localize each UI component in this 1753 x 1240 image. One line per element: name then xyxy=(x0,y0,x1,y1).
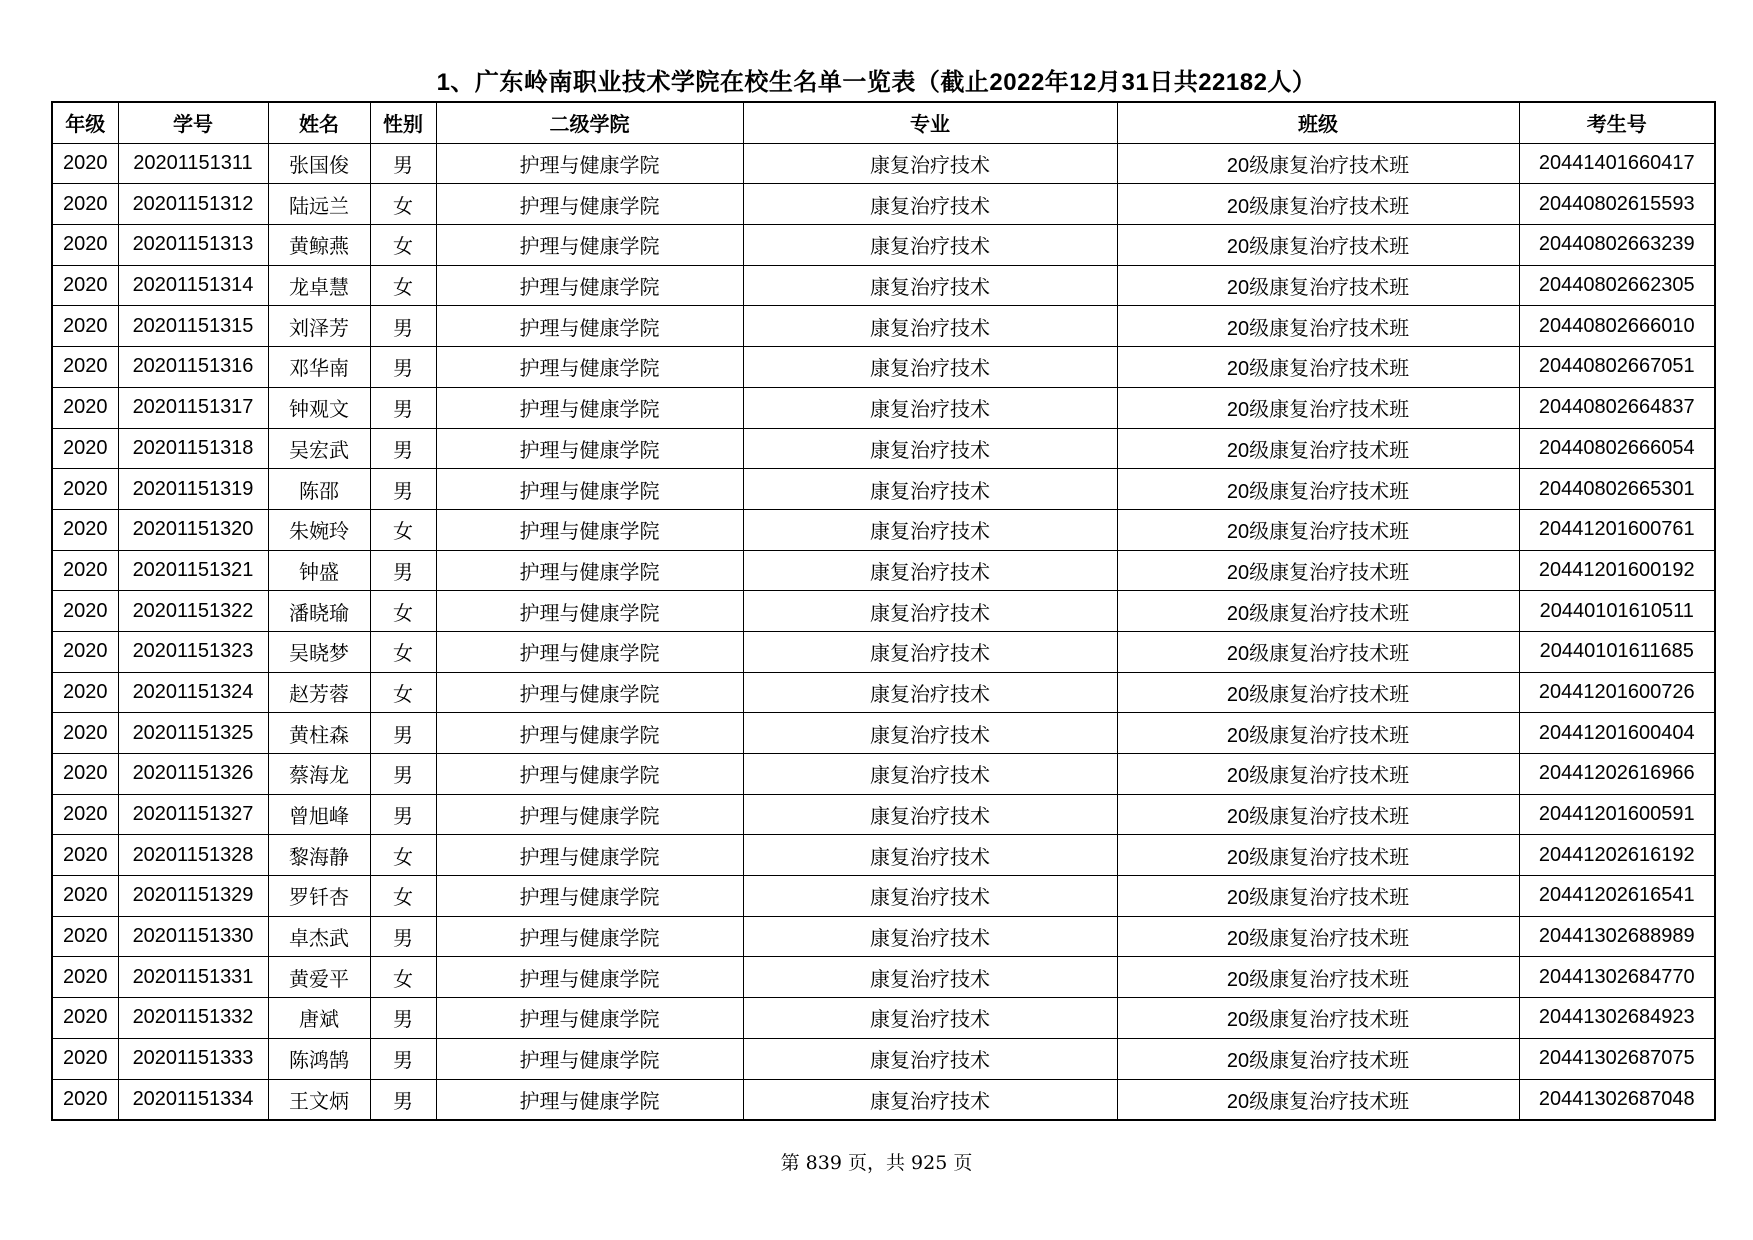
cell-exam-no: 20440802664837 xyxy=(1519,387,1715,428)
cell-grade: 2020 xyxy=(52,550,118,591)
cell-gender: 男 xyxy=(370,387,436,428)
cell-class: 20级康复治疗技术班 xyxy=(1117,347,1519,388)
table-row xyxy=(52,876,1715,917)
cell-name: 黎海静 xyxy=(268,835,370,876)
header-major: 专业 xyxy=(743,102,1117,143)
cell-college: 护理与健康学院 xyxy=(436,754,743,795)
cell-exam-no: 20440802667051 xyxy=(1519,347,1715,388)
cell-college: 护理与健康学院 xyxy=(436,225,743,266)
page-title: 1、广东岭南职业技术学院在校生名单一览表（截止2022年12月31日共22182人） xyxy=(436,69,1317,96)
header-gender: 性别 xyxy=(370,102,436,143)
cell-gender: 女 xyxy=(370,591,436,632)
cell-name: 钟观文 xyxy=(268,387,370,428)
cell-student-id: 20201151321 xyxy=(118,550,268,591)
cell-grade: 2020 xyxy=(52,998,118,1039)
cell-exam-no: 20440802666054 xyxy=(1519,428,1715,469)
cell-grade: 2020 xyxy=(52,469,118,510)
cell-class: 20级康复治疗技术班 xyxy=(1117,469,1519,510)
cell-student-id: 20201151322 xyxy=(118,591,268,632)
cell-student-id: 20201151316 xyxy=(118,347,268,388)
cell-exam-no: 20441202616541 xyxy=(1519,876,1715,917)
cell-college: 护理与健康学院 xyxy=(436,713,743,754)
table-row xyxy=(52,509,1715,550)
table-row xyxy=(52,143,1715,184)
cell-college: 护理与健康学院 xyxy=(436,672,743,713)
cell-student-id: 20201151313 xyxy=(118,225,268,266)
cell-college: 护理与健康学院 xyxy=(436,631,743,672)
cell-gender: 男 xyxy=(370,469,436,510)
cell-gender: 女 xyxy=(370,631,436,672)
table-row xyxy=(52,387,1715,428)
table-row xyxy=(52,225,1715,266)
cell-grade: 2020 xyxy=(52,1038,118,1079)
cell-exam-no: 20441201600591 xyxy=(1519,794,1715,835)
cell-exam-no: 20440802662305 xyxy=(1519,265,1715,306)
cell-gender: 男 xyxy=(370,143,436,184)
cell-student-id: 20201151319 xyxy=(118,469,268,510)
cell-name: 唐斌 xyxy=(268,998,370,1039)
header-student-id: 学号 xyxy=(118,102,268,143)
cell-class: 20级康复治疗技术班 xyxy=(1117,835,1519,876)
cell-grade: 2020 xyxy=(52,225,118,266)
cell-gender: 女 xyxy=(370,672,436,713)
cell-grade: 2020 xyxy=(52,1079,118,1120)
cell-exam-no: 20440802666010 xyxy=(1519,306,1715,347)
cell-college: 护理与健康学院 xyxy=(436,550,743,591)
cell-grade: 2020 xyxy=(52,631,118,672)
cell-class: 20级康复治疗技术班 xyxy=(1117,672,1519,713)
cell-class: 20级康复治疗技术班 xyxy=(1117,428,1519,469)
cell-grade: 2020 xyxy=(52,957,118,998)
cell-grade: 2020 xyxy=(52,754,118,795)
cell-student-id: 20201151314 xyxy=(118,265,268,306)
cell-class: 20级康复治疗技术班 xyxy=(1117,876,1519,917)
cell-student-id: 20201151327 xyxy=(118,794,268,835)
page-number-footer: 第 839 页，共 925 页 xyxy=(780,1152,973,1174)
cell-class: 20级康复治疗技术班 xyxy=(1117,225,1519,266)
cell-student-id: 20201151317 xyxy=(118,387,268,428)
cell-exam-no: 20441201600761 xyxy=(1519,509,1715,550)
cell-class: 20级康复治疗技术班 xyxy=(1117,713,1519,754)
cell-grade: 2020 xyxy=(52,306,118,347)
table-row xyxy=(52,591,1715,632)
cell-student-id: 20201151315 xyxy=(118,306,268,347)
cell-name: 黄爱平 xyxy=(268,957,370,998)
cell-gender: 男 xyxy=(370,1038,436,1079)
cell-gender: 男 xyxy=(370,794,436,835)
cell-name: 邓华南 xyxy=(268,347,370,388)
cell-class: 20级康复治疗技术班 xyxy=(1117,509,1519,550)
cell-exam-no: 20441302687075 xyxy=(1519,1038,1715,1079)
cell-name: 钟盛 xyxy=(268,550,370,591)
cell-major: 康复治疗技术 xyxy=(743,428,1117,469)
cell-name: 陆远兰 xyxy=(268,184,370,225)
cell-major: 康复治疗技术 xyxy=(743,306,1117,347)
cell-exam-no: 20441401660417 xyxy=(1519,143,1715,184)
cell-name: 张国俊 xyxy=(268,143,370,184)
table-row xyxy=(52,754,1715,795)
cell-name: 吴宏武 xyxy=(268,428,370,469)
cell-gender: 女 xyxy=(370,876,436,917)
cell-grade: 2020 xyxy=(52,713,118,754)
cell-grade: 2020 xyxy=(52,143,118,184)
cell-major: 康复治疗技术 xyxy=(743,143,1117,184)
cell-exam-no: 20440802615593 xyxy=(1519,184,1715,225)
cell-major: 康复治疗技术 xyxy=(743,835,1117,876)
cell-name: 赵芳蓉 xyxy=(268,672,370,713)
cell-major: 康复治疗技术 xyxy=(743,1038,1117,1079)
table-row xyxy=(52,916,1715,957)
cell-name: 陈鸿鹄 xyxy=(268,1038,370,1079)
cell-class: 20级康复治疗技术班 xyxy=(1117,306,1519,347)
table-row xyxy=(52,672,1715,713)
cell-class: 20级康复治疗技术班 xyxy=(1117,998,1519,1039)
cell-major: 康复治疗技术 xyxy=(743,998,1117,1039)
cell-major: 康复治疗技术 xyxy=(743,347,1117,388)
cell-college: 护理与健康学院 xyxy=(436,998,743,1039)
cell-gender: 女 xyxy=(370,957,436,998)
cell-college: 护理与健康学院 xyxy=(436,916,743,957)
cell-student-id: 20201151329 xyxy=(118,876,268,917)
cell-major: 康复治疗技术 xyxy=(743,916,1117,957)
cell-major: 康复治疗技术 xyxy=(743,1079,1117,1120)
cell-grade: 2020 xyxy=(52,387,118,428)
cell-student-id: 20201151323 xyxy=(118,631,268,672)
cell-college: 护理与健康学院 xyxy=(436,1079,743,1120)
cell-student-id: 20201151330 xyxy=(118,916,268,957)
student-roster-table xyxy=(51,101,1716,1121)
cell-class: 20级康复治疗技术班 xyxy=(1117,794,1519,835)
cell-class: 20级康复治疗技术班 xyxy=(1117,550,1519,591)
cell-major: 康复治疗技术 xyxy=(743,957,1117,998)
cell-major: 康复治疗技术 xyxy=(743,672,1117,713)
cell-major: 康复治疗技术 xyxy=(743,265,1117,306)
cell-exam-no: 20441302684923 xyxy=(1519,998,1715,1039)
cell-exam-no: 20441302684770 xyxy=(1519,957,1715,998)
header-name: 姓名 xyxy=(268,102,370,143)
cell-class: 20级康复治疗技术班 xyxy=(1117,184,1519,225)
cell-class: 20级康复治疗技术班 xyxy=(1117,143,1519,184)
table-row xyxy=(52,998,1715,1039)
cell-gender: 女 xyxy=(370,225,436,266)
cell-grade: 2020 xyxy=(52,835,118,876)
cell-gender: 男 xyxy=(370,1079,436,1120)
cell-college: 护理与健康学院 xyxy=(436,265,743,306)
cell-class: 20级康复治疗技术班 xyxy=(1117,916,1519,957)
header-class: 班级 xyxy=(1117,102,1519,143)
cell-name: 曾旭峰 xyxy=(268,794,370,835)
cell-name: 刘泽芳 xyxy=(268,306,370,347)
table-row xyxy=(52,957,1715,998)
cell-exam-no: 20440802663239 xyxy=(1519,225,1715,266)
table-header xyxy=(52,102,1715,143)
cell-gender: 男 xyxy=(370,916,436,957)
cell-gender: 男 xyxy=(370,550,436,591)
table-row xyxy=(52,184,1715,225)
cell-name: 黄鲸燕 xyxy=(268,225,370,266)
cell-exam-no: 20441202616192 xyxy=(1519,835,1715,876)
cell-grade: 2020 xyxy=(52,876,118,917)
cell-class: 20级康复治疗技术班 xyxy=(1117,1079,1519,1120)
cell-college: 护理与健康学院 xyxy=(436,387,743,428)
cell-college: 护理与健康学院 xyxy=(436,1038,743,1079)
cell-student-id: 20201151318 xyxy=(118,428,268,469)
cell-gender: 男 xyxy=(370,754,436,795)
table-row xyxy=(52,631,1715,672)
cell-name: 朱婉玲 xyxy=(268,509,370,550)
cell-gender: 男 xyxy=(370,713,436,754)
cell-grade: 2020 xyxy=(52,265,118,306)
header-grade: 年级 xyxy=(52,102,118,143)
cell-major: 康复治疗技术 xyxy=(743,387,1117,428)
cell-class: 20级康复治疗技术班 xyxy=(1117,754,1519,795)
table-row xyxy=(52,713,1715,754)
cell-major: 康复治疗技术 xyxy=(743,794,1117,835)
cell-grade: 2020 xyxy=(52,591,118,632)
cell-college: 护理与健康学院 xyxy=(436,794,743,835)
cell-student-id: 20201151311 xyxy=(118,143,268,184)
cell-exam-no: 20441201600726 xyxy=(1519,672,1715,713)
cell-major: 康复治疗技术 xyxy=(743,876,1117,917)
cell-college: 护理与健康学院 xyxy=(436,509,743,550)
cell-college: 护理与健康学院 xyxy=(436,143,743,184)
cell-name: 罗钎杏 xyxy=(268,876,370,917)
cell-gender: 男 xyxy=(370,306,436,347)
cell-college: 护理与健康学院 xyxy=(436,184,743,225)
cell-college: 护理与健康学院 xyxy=(436,469,743,510)
cell-name: 蔡海龙 xyxy=(268,754,370,795)
header-row xyxy=(52,102,1715,143)
table-row xyxy=(52,1079,1715,1120)
cell-college: 护理与健康学院 xyxy=(436,835,743,876)
cell-name: 龙卓慧 xyxy=(268,265,370,306)
cell-college: 护理与健康学院 xyxy=(436,876,743,917)
header-exam-no: 考生号 xyxy=(1519,102,1715,143)
cell-grade: 2020 xyxy=(52,428,118,469)
cell-gender: 男 xyxy=(370,998,436,1039)
cell-name: 黄柱森 xyxy=(268,713,370,754)
cell-student-id: 20201151334 xyxy=(118,1079,268,1120)
cell-gender: 女 xyxy=(370,835,436,876)
cell-class: 20级康复治疗技术班 xyxy=(1117,631,1519,672)
cell-student-id: 20201151320 xyxy=(118,509,268,550)
cell-name: 王文炳 xyxy=(268,1079,370,1120)
cell-student-id: 20201151328 xyxy=(118,835,268,876)
cell-student-id: 20201151324 xyxy=(118,672,268,713)
cell-exam-no: 20441201600404 xyxy=(1519,713,1715,754)
cell-student-id: 20201151333 xyxy=(118,1038,268,1079)
cell-college: 护理与健康学院 xyxy=(436,591,743,632)
cell-major: 康复治疗技术 xyxy=(743,509,1117,550)
cell-class: 20级康复治疗技术班 xyxy=(1117,957,1519,998)
cell-college: 护理与健康学院 xyxy=(436,347,743,388)
table-row xyxy=(52,835,1715,876)
cell-exam-no: 20441201600192 xyxy=(1519,550,1715,591)
cell-name: 吴晓梦 xyxy=(268,631,370,672)
cell-major: 康复治疗技术 xyxy=(743,184,1117,225)
cell-exam-no: 20440101610511 xyxy=(1519,591,1715,632)
cell-major: 康复治疗技术 xyxy=(743,469,1117,510)
cell-exam-no: 20441302687048 xyxy=(1519,1079,1715,1120)
cell-grade: 2020 xyxy=(52,916,118,957)
cell-student-id: 20201151312 xyxy=(118,184,268,225)
cell-exam-no: 20440101611685 xyxy=(1519,631,1715,672)
cell-grade: 2020 xyxy=(52,184,118,225)
cell-name: 陈邵 xyxy=(268,469,370,510)
cell-class: 20级康复治疗技术班 xyxy=(1117,387,1519,428)
table-row xyxy=(52,794,1715,835)
cell-exam-no: 20441202616966 xyxy=(1519,754,1715,795)
cell-grade: 2020 xyxy=(52,509,118,550)
table-row xyxy=(52,469,1715,510)
cell-exam-no: 20441302688989 xyxy=(1519,916,1715,957)
cell-major: 康复治疗技术 xyxy=(743,713,1117,754)
table-row xyxy=(52,265,1715,306)
cell-gender: 女 xyxy=(370,184,436,225)
cell-major: 康复治疗技术 xyxy=(743,225,1117,266)
table-row xyxy=(52,347,1715,388)
header-college: 二级学院 xyxy=(436,102,743,143)
table-row xyxy=(52,550,1715,591)
cell-college: 护理与健康学院 xyxy=(436,306,743,347)
cell-class: 20级康复治疗技术班 xyxy=(1117,265,1519,306)
cell-major: 康复治疗技术 xyxy=(743,591,1117,632)
cell-class: 20级康复治疗技术班 xyxy=(1117,591,1519,632)
cell-gender: 女 xyxy=(370,509,436,550)
cell-grade: 2020 xyxy=(52,347,118,388)
cell-gender: 男 xyxy=(370,347,436,388)
cell-college: 护理与健康学院 xyxy=(436,957,743,998)
cell-student-id: 20201151325 xyxy=(118,713,268,754)
cell-class: 20级康复治疗技术班 xyxy=(1117,1038,1519,1079)
cell-gender: 女 xyxy=(370,265,436,306)
cell-exam-no: 20440802665301 xyxy=(1519,469,1715,510)
cell-grade: 2020 xyxy=(52,672,118,713)
cell-student-id: 20201151332 xyxy=(118,998,268,1039)
table-row xyxy=(52,428,1715,469)
cell-gender: 男 xyxy=(370,428,436,469)
cell-major: 康复治疗技术 xyxy=(743,754,1117,795)
cell-student-id: 20201151331 xyxy=(118,957,268,998)
cell-name: 卓杰武 xyxy=(268,916,370,957)
table-row xyxy=(52,306,1715,347)
cell-major: 康复治疗技术 xyxy=(743,631,1117,672)
cell-major: 康复治疗技术 xyxy=(743,550,1117,591)
cell-student-id: 20201151326 xyxy=(118,754,268,795)
table-body xyxy=(52,143,1715,1120)
cell-college: 护理与健康学院 xyxy=(436,428,743,469)
cell-grade: 2020 xyxy=(52,794,118,835)
cell-name: 潘晓瑜 xyxy=(268,591,370,632)
table-row xyxy=(52,1038,1715,1079)
